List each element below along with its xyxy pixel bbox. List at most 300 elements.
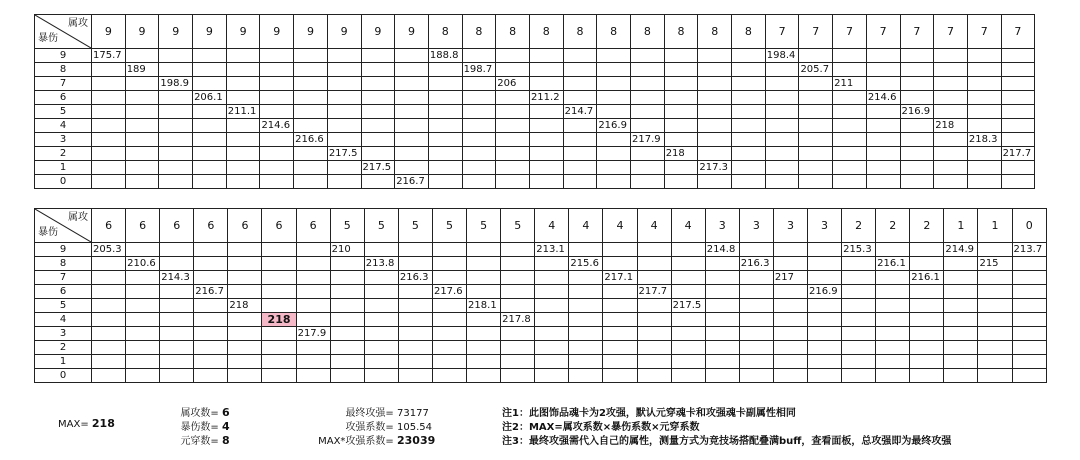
empty-cell xyxy=(327,175,361,189)
empty-cell xyxy=(262,243,296,257)
empty-cell xyxy=(294,161,328,175)
empty-cell xyxy=(432,271,466,285)
empty-cell xyxy=(900,175,934,189)
empty-cell xyxy=(799,105,833,119)
empty-cell xyxy=(330,341,364,355)
empty-cell xyxy=(934,105,968,119)
table-row xyxy=(35,49,1035,63)
empty-cell xyxy=(569,271,603,285)
empty-cell xyxy=(228,341,262,355)
empty-cell xyxy=(900,119,934,133)
empty-cell xyxy=(535,299,569,313)
empty-cell xyxy=(330,327,364,341)
empty-cell xyxy=(866,147,900,161)
empty-cell xyxy=(569,369,603,383)
empty-cell xyxy=(398,355,432,369)
empty-cell xyxy=(1012,327,1046,341)
row-label: 6 xyxy=(35,285,92,299)
header-row xyxy=(35,209,1047,243)
empty-cell xyxy=(900,63,934,77)
empty-cell xyxy=(807,257,841,271)
empty-cell xyxy=(535,355,569,369)
column-header: 7 xyxy=(799,15,833,49)
empty-cell xyxy=(496,175,530,189)
empty-cell xyxy=(1001,175,1035,189)
empty-cell xyxy=(698,63,732,77)
row-label: 4 xyxy=(35,313,92,327)
empty-cell xyxy=(428,161,462,175)
empty-cell xyxy=(226,147,260,161)
value-cell: 175.7 xyxy=(92,49,126,63)
column-header: 7 xyxy=(967,15,1001,49)
empty-cell xyxy=(535,271,569,285)
column-header: 7 xyxy=(934,15,968,49)
value-cell: 217.1 xyxy=(603,271,637,285)
max-highlight-cell: 218 xyxy=(262,313,296,327)
empty-cell xyxy=(228,243,262,257)
empty-cell xyxy=(842,313,876,327)
row-label: 0 xyxy=(35,369,92,383)
empty-cell xyxy=(671,257,705,271)
column-header: 9 xyxy=(159,15,193,49)
column-header: 4 xyxy=(569,209,603,243)
empty-cell xyxy=(637,257,671,271)
empty-cell xyxy=(631,49,665,63)
empty-cell xyxy=(125,77,159,91)
column-header: 7 xyxy=(765,15,799,49)
empty-cell xyxy=(799,161,833,175)
empty-cell xyxy=(462,119,496,133)
empty-cell xyxy=(467,257,501,271)
empty-cell xyxy=(262,299,296,313)
empty-cell xyxy=(799,119,833,133)
empty-cell xyxy=(262,355,296,369)
value-cell: 215 xyxy=(978,257,1012,271)
empty-cell xyxy=(395,63,429,77)
column-header: 0 xyxy=(1012,209,1046,243)
empty-cell xyxy=(327,63,361,77)
empty-cell xyxy=(569,341,603,355)
empty-cell xyxy=(866,161,900,175)
empty-cell xyxy=(910,299,944,313)
empty-cell xyxy=(160,341,194,355)
empty-cell xyxy=(193,133,227,147)
column-header: 9 xyxy=(92,15,126,49)
empty-cell xyxy=(967,63,1001,77)
empty-cell xyxy=(967,105,1001,119)
empty-cell xyxy=(765,119,799,133)
empty-cell xyxy=(876,271,910,285)
empty-cell xyxy=(262,369,296,383)
empty-cell xyxy=(194,243,228,257)
row-label: 3 xyxy=(35,133,92,147)
empty-cell xyxy=(226,175,260,189)
column-header: 9 xyxy=(125,15,159,49)
empty-cell xyxy=(226,161,260,175)
empty-cell xyxy=(260,77,294,91)
empty-cell xyxy=(462,133,496,147)
empty-cell xyxy=(773,257,807,271)
empty-cell xyxy=(944,299,978,313)
empty-cell xyxy=(535,257,569,271)
empty-cell xyxy=(978,271,1012,285)
empty-cell xyxy=(637,369,671,383)
empty-cell xyxy=(467,243,501,257)
value-cell: 214.9 xyxy=(944,243,978,257)
empty-cell xyxy=(597,77,631,91)
empty-cell xyxy=(732,119,766,133)
empty-cell xyxy=(126,285,160,299)
empty-cell xyxy=(637,299,671,313)
empty-cell xyxy=(732,91,766,105)
empty-cell xyxy=(842,257,876,271)
empty-cell xyxy=(900,133,934,147)
empty-cell xyxy=(773,355,807,369)
value-cell: 217.8 xyxy=(501,313,535,327)
empty-cell xyxy=(967,91,1001,105)
empty-cell xyxy=(529,133,563,147)
empty-cell xyxy=(529,147,563,161)
empty-cell xyxy=(194,299,228,313)
empty-cell xyxy=(597,49,631,63)
column-header: 1 xyxy=(944,209,978,243)
empty-cell xyxy=(462,175,496,189)
empty-cell xyxy=(563,133,597,147)
empty-cell xyxy=(294,105,328,119)
empty-cell xyxy=(496,63,530,77)
empty-cell xyxy=(934,175,968,189)
empty-cell xyxy=(296,271,330,285)
empty-cell xyxy=(705,271,739,285)
empty-cell xyxy=(569,243,603,257)
empty-cell xyxy=(226,133,260,147)
empty-cell xyxy=(529,161,563,175)
value-cell: 216.7 xyxy=(194,285,228,299)
empty-cell xyxy=(395,147,429,161)
empty-cell xyxy=(934,161,968,175)
empty-cell xyxy=(807,299,841,313)
column-header: 2 xyxy=(842,209,876,243)
empty-cell xyxy=(698,49,732,63)
row-label: 6 xyxy=(35,91,92,105)
max-label: MAX= xyxy=(58,419,92,430)
row-label: 8 xyxy=(35,257,92,271)
column-header: 4 xyxy=(603,209,637,243)
empty-cell xyxy=(361,91,395,105)
empty-cell xyxy=(631,147,665,161)
empty-cell xyxy=(1012,299,1046,313)
empty-cell xyxy=(194,327,228,341)
empty-cell xyxy=(664,105,698,119)
empty-cell xyxy=(364,369,398,383)
empty-cell xyxy=(327,119,361,133)
empty-cell xyxy=(569,285,603,299)
empty-cell xyxy=(944,313,978,327)
empty-cell xyxy=(876,243,910,257)
empty-cell xyxy=(739,341,773,355)
value-cell: 214.6 xyxy=(866,91,900,105)
value-cell: 216.3 xyxy=(398,271,432,285)
value-cell: 216.9 xyxy=(597,119,631,133)
empty-cell xyxy=(501,299,535,313)
table-row xyxy=(35,369,1047,383)
baoshang-label: 暴伤数= xyxy=(180,422,222,433)
table-row xyxy=(35,161,1035,175)
empty-cell xyxy=(664,119,698,133)
empty-cell xyxy=(807,313,841,327)
empty-cell xyxy=(364,327,398,341)
value-cell: 205.3 xyxy=(92,243,126,257)
empty-cell xyxy=(260,105,294,119)
empty-cell xyxy=(126,313,160,327)
empty-cell xyxy=(193,77,227,91)
empty-cell xyxy=(842,285,876,299)
empty-cell xyxy=(428,63,462,77)
empty-cell xyxy=(978,299,1012,313)
column-header: 8 xyxy=(496,15,530,49)
value-cell: 217.3 xyxy=(698,161,732,175)
empty-cell xyxy=(432,313,466,327)
empty-cell xyxy=(126,243,160,257)
empty-cell xyxy=(934,77,968,91)
empty-cell xyxy=(262,285,296,299)
empty-cell xyxy=(833,133,867,147)
value-cell: 216.1 xyxy=(910,271,944,285)
empty-cell xyxy=(900,161,934,175)
empty-cell xyxy=(467,271,501,285)
empty-cell xyxy=(160,355,194,369)
empty-cell xyxy=(900,91,934,105)
empty-cell xyxy=(944,285,978,299)
empty-cell xyxy=(765,77,799,91)
empty-cell xyxy=(1001,77,1035,91)
empty-cell xyxy=(765,105,799,119)
lower-attribute-table xyxy=(34,208,1047,383)
value-cell: 214.7 xyxy=(563,105,597,119)
empty-cell xyxy=(698,77,732,91)
empty-cell xyxy=(226,63,260,77)
empty-cell xyxy=(739,355,773,369)
empty-cell xyxy=(398,313,432,327)
empty-cell xyxy=(866,133,900,147)
empty-cell xyxy=(603,299,637,313)
column-header: 9 xyxy=(327,15,361,49)
row-label: 9 xyxy=(35,49,92,63)
empty-cell xyxy=(496,119,530,133)
column-header: 8 xyxy=(563,15,597,49)
empty-cell xyxy=(671,313,705,327)
table-row xyxy=(35,313,1047,327)
empty-cell xyxy=(228,369,262,383)
empty-cell xyxy=(92,133,126,147)
empty-cell xyxy=(910,313,944,327)
corner-bottom-label: 暴伤 xyxy=(38,227,58,238)
empty-cell xyxy=(664,133,698,147)
empty-cell xyxy=(226,119,260,133)
row-label: 8 xyxy=(35,63,92,77)
empty-cell xyxy=(876,327,910,341)
empty-cell xyxy=(501,327,535,341)
empty-cell xyxy=(432,257,466,271)
empty-cell xyxy=(739,369,773,383)
value-cell: 217.9 xyxy=(631,133,665,147)
empty-cell xyxy=(294,119,328,133)
empty-cell xyxy=(978,243,1012,257)
empty-cell xyxy=(967,77,1001,91)
empty-cell xyxy=(432,355,466,369)
empty-cell xyxy=(193,63,227,77)
empty-cell xyxy=(732,49,766,63)
empty-cell xyxy=(664,63,698,77)
empty-cell xyxy=(160,257,194,271)
value-cell: 189 xyxy=(125,63,159,77)
column-header: 9 xyxy=(193,15,227,49)
empty-cell xyxy=(833,63,867,77)
empty-cell xyxy=(563,161,597,175)
empty-cell xyxy=(327,77,361,91)
empty-cell xyxy=(671,341,705,355)
empty-cell xyxy=(398,257,432,271)
empty-cell xyxy=(842,341,876,355)
column-header: 5 xyxy=(467,209,501,243)
empty-cell xyxy=(603,327,637,341)
empty-cell xyxy=(398,299,432,313)
empty-cell xyxy=(296,341,330,355)
empty-cell xyxy=(529,49,563,63)
empty-cell xyxy=(631,105,665,119)
empty-cell xyxy=(732,161,766,175)
empty-cell xyxy=(563,49,597,63)
empty-cell xyxy=(732,175,766,189)
empty-cell xyxy=(467,313,501,327)
empty-cell xyxy=(125,119,159,133)
empty-cell xyxy=(1001,119,1035,133)
empty-cell xyxy=(597,105,631,119)
column-header: 6 xyxy=(296,209,330,243)
value-cell: 217.5 xyxy=(671,299,705,313)
empty-cell xyxy=(296,243,330,257)
empty-cell xyxy=(910,355,944,369)
empty-cell xyxy=(732,133,766,147)
empty-cell xyxy=(1001,105,1035,119)
value-cell: 198.4 xyxy=(765,49,799,63)
empty-cell xyxy=(228,285,262,299)
empty-cell xyxy=(432,369,466,383)
table-row xyxy=(35,63,1035,77)
empty-cell xyxy=(159,63,193,77)
empty-cell xyxy=(226,49,260,63)
empty-cell xyxy=(833,175,867,189)
empty-cell xyxy=(569,327,603,341)
empty-cell xyxy=(92,119,126,133)
empty-cell xyxy=(773,341,807,355)
empty-cell xyxy=(125,161,159,175)
empty-cell xyxy=(294,91,328,105)
column-header: 5 xyxy=(501,209,535,243)
final-label: 最终攻强= xyxy=(345,408,397,419)
empty-cell xyxy=(432,341,466,355)
empty-cell xyxy=(294,63,328,77)
empty-cell xyxy=(92,327,126,341)
empty-cell xyxy=(432,243,466,257)
empty-cell xyxy=(664,175,698,189)
empty-cell xyxy=(765,91,799,105)
table-row xyxy=(35,119,1035,133)
maxcoef-value: 23039 xyxy=(397,434,436,447)
empty-cell xyxy=(698,175,732,189)
value-cell: 217.5 xyxy=(361,161,395,175)
empty-cell xyxy=(978,369,1012,383)
empty-cell xyxy=(637,271,671,285)
empty-cell xyxy=(467,285,501,299)
empty-cell xyxy=(597,175,631,189)
empty-cell xyxy=(671,243,705,257)
empty-cell xyxy=(395,91,429,105)
empty-cell xyxy=(395,49,429,63)
empty-cell xyxy=(194,355,228,369)
empty-cell xyxy=(833,161,867,175)
empty-cell xyxy=(193,105,227,119)
row-label: 7 xyxy=(35,271,92,285)
column-header: 5 xyxy=(330,209,364,243)
empty-cell xyxy=(934,147,968,161)
empty-cell xyxy=(569,313,603,327)
empty-cell xyxy=(296,257,330,271)
corner-header xyxy=(35,209,92,243)
column-header: 5 xyxy=(398,209,432,243)
value-cell: 215.3 xyxy=(842,243,876,257)
empty-cell xyxy=(194,271,228,285)
empty-cell xyxy=(637,313,671,327)
empty-cell xyxy=(705,299,739,313)
empty-cell xyxy=(664,91,698,105)
empty-cell xyxy=(807,271,841,285)
empty-cell xyxy=(330,299,364,313)
yuanchuan-count xyxy=(150,432,240,447)
empty-cell xyxy=(732,63,766,77)
empty-cell xyxy=(529,119,563,133)
empty-cell xyxy=(978,341,1012,355)
empty-cell xyxy=(529,105,563,119)
empty-cell xyxy=(876,285,910,299)
empty-cell xyxy=(944,369,978,383)
shugong-label: 属攻数= xyxy=(180,408,222,419)
table-row xyxy=(35,105,1035,119)
empty-cell xyxy=(395,105,429,119)
empty-cell xyxy=(833,49,867,63)
empty-cell xyxy=(833,119,867,133)
empty-cell xyxy=(773,313,807,327)
empty-cell xyxy=(361,119,395,133)
empty-cell xyxy=(330,313,364,327)
empty-cell xyxy=(159,105,193,119)
table-row xyxy=(35,299,1047,313)
empty-cell xyxy=(296,285,330,299)
empty-cell xyxy=(807,341,841,355)
empty-cell xyxy=(910,327,944,341)
table-row xyxy=(35,257,1047,271)
empty-cell xyxy=(876,369,910,383)
empty-cell xyxy=(799,175,833,189)
note-2: 注2：MAX=属攻系数×暴伤系数×元穿系数 xyxy=(502,422,700,433)
empty-cell xyxy=(705,355,739,369)
value-cell: 217.9 xyxy=(296,327,330,341)
table-row xyxy=(35,327,1047,341)
value-cell: 216.6 xyxy=(294,133,328,147)
empty-cell xyxy=(92,175,126,189)
empty-cell xyxy=(92,355,126,369)
empty-cell xyxy=(501,341,535,355)
